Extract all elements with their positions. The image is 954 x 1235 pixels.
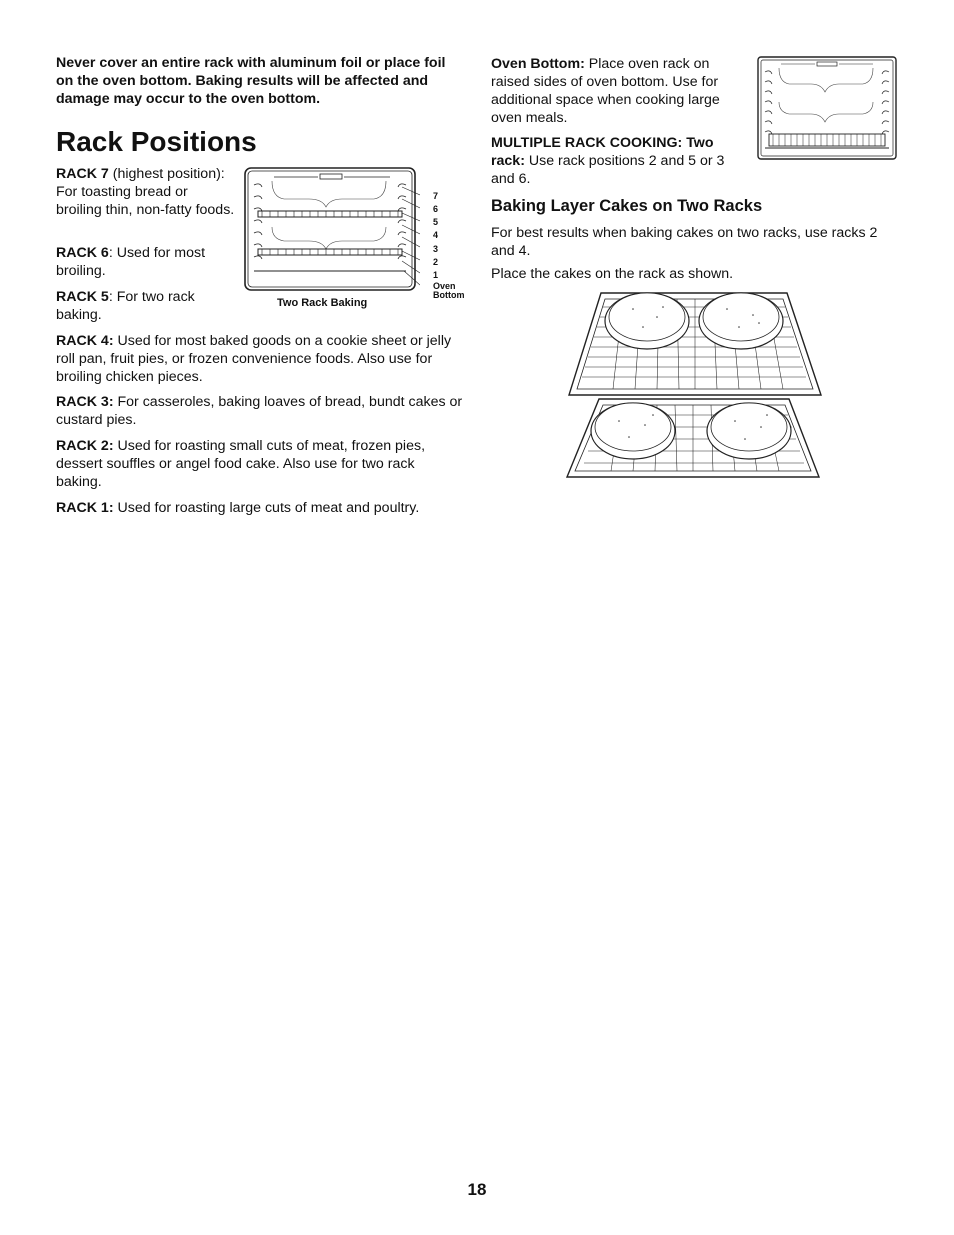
rack-7-text: (highest position): For toasting bread or broiling thin, non-fatty foods. [56, 166, 235, 218]
multiple-rack-label: MULTIPLE RACK COOKING: Two rack: [491, 135, 714, 169]
oven-bottom-label: Oven Bottom: [491, 56, 585, 72]
rack-2-label: RACK 2: [56, 438, 114, 454]
rack-5-description [56, 288, 221, 324]
rack-6-label: RACK 6 [56, 245, 109, 261]
rack-3-label: RACK 3: [56, 394, 114, 410]
position-label-5: 5 [433, 217, 439, 227]
rack-4-text: Used for most baked goods on a cookie sheet or jelly roll pan, fruit pies, or frozen convenience foods. Also use for broiling chicken pieces. [56, 333, 452, 385]
rack-6-text: : Used for most broiling. [56, 245, 206, 279]
rack-3-text: For casseroles, baking loaves of bread, bundt cakes or custard pies. [56, 394, 463, 428]
position-label-2: 2 [433, 257, 439, 267]
position-label-4: 4 [433, 230, 439, 240]
rack-4-label: RACK 4: [56, 333, 114, 349]
cakes-heading: Baking Layer Cakes on Two Racks [491, 197, 763, 215]
rack-7-description [56, 165, 236, 219]
rack-5-text: : For two rack baking. [56, 289, 195, 323]
oven-bottom-label-2: Bottom [433, 290, 465, 300]
position-label-7: 7 [433, 191, 439, 201]
oven-bottom-text: Place oven rack on raised sides of oven bottom. Use for additional space when cooking large oven meals. [491, 56, 720, 126]
oven-bottom-label-1: Oven [433, 281, 456, 291]
rack-6-description [56, 244, 231, 280]
cakes-paragraph-1: For best results when baking cakes on two racks, use racks 2 and 4. [491, 225, 878, 259]
rack-4-description [56, 332, 464, 386]
cakes-paragraph-2: Place the cakes on the rack as shown. [491, 266, 734, 282]
page-title: Rack Positions [56, 126, 257, 157]
rack-3-description [56, 393, 464, 429]
rack-2-text: Used for roasting small cuts of meat, frozen pies, dessert souffles or angel food cake. Also use for two rack baking. [56, 438, 426, 490]
rack-7-label: RACK 7 [56, 166, 109, 182]
rack-1-text: Used for roasting large cuts of meat and poultry. [113, 500, 420, 516]
foil-warning: Never cover an entire rack with aluminum foil or place foil on the oven bottom. Baking results will be affected and damage may occur to the oven bottom. [56, 55, 446, 107]
position-label-6: 6 [433, 204, 439, 214]
position-label-3: 3 [433, 244, 439, 254]
diagram-caption: Two Rack Baking [277, 297, 368, 309]
cakes-on-racks-illustration [563, 287, 825, 481]
multiple-rack-text: Use rack positions 2 and 5 or 3 and 6. [491, 153, 725, 187]
rack-2-description [56, 437, 456, 491]
rack-1-label: RACK 1: [56, 500, 114, 516]
multiple-rack-description [491, 134, 746, 188]
rack-1-description [56, 499, 464, 517]
page-number: 18 [467, 1180, 487, 1199]
oven-bottom-illustration [757, 56, 897, 160]
oven-rack-diagram [244, 167, 420, 295]
rack-5-label: RACK 5 [56, 289, 109, 305]
position-label-1: 1 [433, 270, 439, 280]
oven-bottom-description [491, 55, 746, 127]
